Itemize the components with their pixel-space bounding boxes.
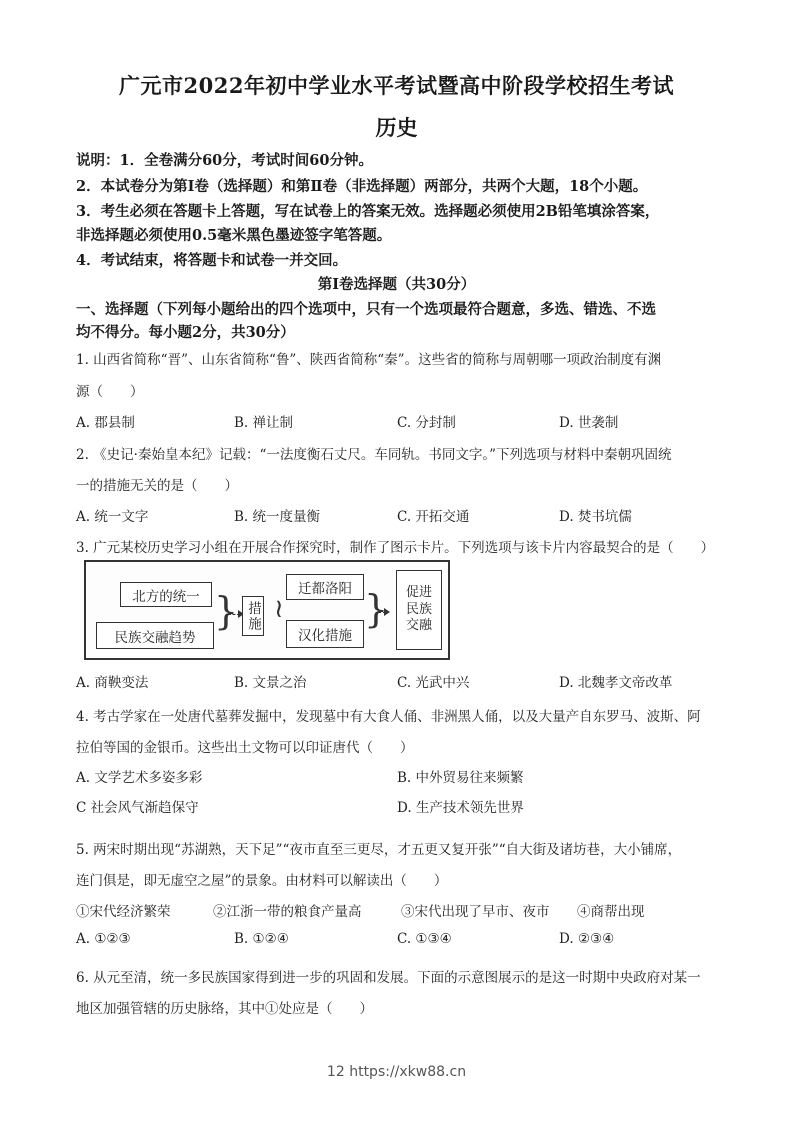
instruction-line: 说明：1．全卷满分60分，考试时间60分钟。 (76, 152, 373, 169)
option-b[interactable]: B. 统一度量衡 (234, 509, 321, 525)
option-d[interactable]: D. 世袭制 (559, 415, 619, 431)
instruction-line: 3．考生必须在答题卡上答题，写在试卷上的答案无效。选择题必须使用2B铅笔填涂答案， (76, 203, 660, 220)
question-text: 1. 山西省简称“晋”、山东省简称“鲁”、陕西省简称“秦”。这些省的简称与周朝哪一项政治制度有渊 (76, 352, 662, 368)
option-a[interactable]: A. ①②③ (76, 931, 131, 947)
diagram-box-ethnic-integration-trend: 民族交融趋势 (96, 622, 214, 649)
option-c[interactable]: C 社会风气渐趋保守 (76, 800, 199, 816)
option-b[interactable]: B. ①②④ (234, 931, 289, 947)
option-c[interactable]: C. 分封制 (397, 415, 456, 431)
question-text: 连门俱是，即无虚空之屋”的景象。由材料可以解读出（ ） (76, 873, 448, 889)
question-text: 5. 两宋时期出现“苏湖熟，天下足”“夜市直至三更尽，才五更又复开张”“自大街及诸坊巷，大小铺席， (76, 842, 682, 858)
page-number: 12 (326, 1064, 345, 1080)
option-a[interactable]: A. 郡县制 (76, 415, 135, 431)
statement-2: ②江浙一带的粮食产量高 (213, 904, 362, 920)
diagram-box-sinicization: 汉化措施 (286, 620, 364, 648)
option-d[interactable]: D. 生产技术领先世界 (397, 800, 524, 816)
option-d[interactable]: D. 北魏孝文帝改革 (559, 675, 673, 691)
brace-icon: } (214, 589, 239, 633)
question-text: 一的措施无关的是（ ） (76, 478, 238, 494)
instruction-line: 非选择题必须使用0.5毫米黑色墨迹签字笔答题。 (76, 227, 392, 244)
option-a[interactable]: A. 统一文字 (76, 509, 149, 525)
option-c[interactable]: C. 光武中兴 (397, 675, 470, 691)
section-heading: 第Ⅰ卷选择题（共30分） (317, 276, 476, 293)
wave-connector-icon: ≀ (274, 594, 284, 624)
statement-4: ④商帮出现 (577, 904, 645, 920)
page-footer (0, 1064, 793, 1080)
brace-icon: } (364, 587, 389, 631)
diagram-box-promote-integration: 促进民族交融 (396, 570, 442, 650)
instruction-line: 4．考试结束，将答题卡和试卷一并交回。 (76, 252, 348, 269)
diagram-box-northern-unification: 北方的统一 (120, 582, 212, 607)
statement-3: ③宋代出现了早市、夜市 (401, 904, 550, 920)
option-b[interactable]: B. 禅让制 (234, 415, 294, 431)
option-d[interactable]: D. 焚书坑儒 (559, 509, 632, 525)
question-text: 3. 广元某校历史学习小组在开展合作探究时，制作了图示卡片。下列选项与该卡片内容最契合的是（ ） (76, 540, 715, 556)
diagram-box-measures: 措施 (242, 596, 264, 636)
section-intro: 一、选择题（下列每小题给出的四个选项中，只有一个选项最符合题意，多选、错选、不选 (76, 301, 656, 318)
arrow-icon (378, 612, 386, 613)
question-text: 地区加强管辖的历史脉络，其中①处应是（ ） (76, 1001, 373, 1017)
section-intro: 均不得分。每小题2分，共30分） (76, 324, 295, 341)
arrow-icon (228, 614, 240, 615)
instruction-line: 2．本试卷分为第Ⅰ卷（选择题）和第Ⅱ卷（非选择题）两部分，共两个大题，18个小题。 (76, 178, 648, 195)
option-c[interactable]: C. 开拓交通 (397, 509, 470, 525)
exam-title: 广元市2022年初中学业水平考试暨高中阶段学校招生考试 (119, 73, 674, 98)
watermark-link[interactable]: https://xkw88.cn (349, 1064, 467, 1080)
question-text: 拉伯等国的金银币。这些出土文物可以印证唐代（ ） (76, 740, 414, 756)
question-text: 源（ ） (76, 384, 144, 400)
question-text: 4. 考古学家在一处唐代墓葬发掘中，发现墓中有大食人俑、非洲黑人俑，以及大量产自东罗马、波斯、阿 (76, 709, 701, 725)
question-text: 6. 从元至清，统一多民族国家得到进一步的巩固和发展。下面的示意图展示的是这一时期中央政府对某一 (76, 970, 701, 986)
flow-diagram-card (84, 560, 450, 660)
option-b[interactable]: B. 中外贸易往来频繁 (397, 770, 524, 786)
option-a[interactable]: A. 商鞅变法 (76, 675, 149, 691)
diagram-box-move-capital: 迁都洛阳 (286, 574, 364, 600)
exam-subject: 历史 (375, 115, 418, 140)
option-d[interactable]: D. ②③④ (559, 931, 615, 947)
option-b[interactable]: B. 文景之治 (234, 675, 307, 691)
statement-1: ①宋代经济繁荣 (76, 904, 171, 920)
question-text: 2. 《史记·秦始皇本纪》记载：“一法度衡石丈尺。车同轨。书同文字。”下列选项与材料中秦朝巩固统 (76, 447, 672, 463)
option-a[interactable]: A. 文学艺术多姿多彩 (76, 770, 203, 786)
option-c[interactable]: C. ①③④ (397, 931, 452, 947)
